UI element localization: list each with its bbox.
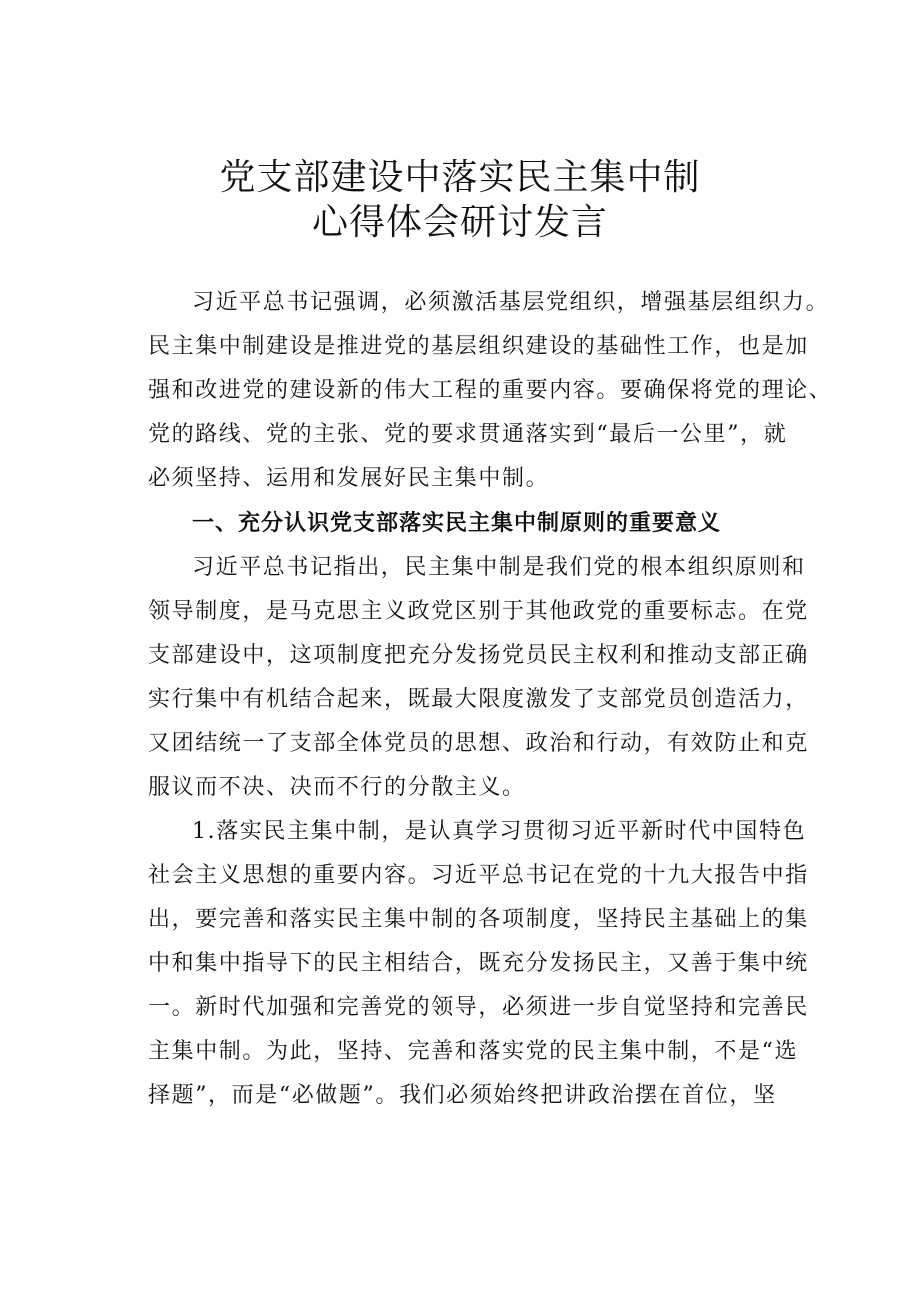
paragraph-line: 服议而不决、决而不行的分散主义。: [148, 775, 526, 800]
paragraph-intro: [148, 281, 833, 501]
paragraph-line: 民主集中制建设是推进党的基层组织建设的基础性工作，也是加: [148, 334, 809, 359]
paragraph-line: 又团结统一了支部全体党员的思想、政治和行动，有效防止和克: [148, 731, 809, 756]
document-title-line-1: 党支部建设中落实民主集中制: [219, 157, 701, 198]
paragraph-line: 实行集中有机结合起来，既最大限度激发了支部党员创造活力，: [148, 687, 809, 712]
section-heading-text: 一、充分认识党支部落实民主集中制原则的重要意义: [192, 511, 722, 536]
paragraph-line: 习近平总书记指出，民主集中制是我们党的根本组织原则和: [192, 555, 806, 580]
document-title-line-2: 心得体会研讨发言: [311, 202, 608, 243]
paragraph-line: 习近平总书记强调，必须激活基层党组织，增强基层组织力。: [192, 290, 830, 315]
paragraph-line: 择题”，而是“必做题”。我们必须始终把讲政治摆在首位，坚: [148, 1083, 777, 1108]
paragraph-line: 支部建设中，这项制度把充分发扬党员民主权利和推动支部正确: [148, 643, 809, 668]
paragraph-line: 出，要完善和落实民主集中制的各项制度，坚持民主基础上的集: [148, 907, 809, 932]
paragraph-point-1: [148, 810, 808, 1118]
paragraph-line: 领导制度，是马克思主义政党区别于其他政党的重要标志。在党: [148, 599, 809, 624]
paragraph-line: 一。新时代加强和完善党的领导，必须进一步自觉坚持和完善民: [148, 995, 809, 1020]
paragraph-line: 强和改进党的建设新的伟大工程的重要内容。要确保将党的理论、: [148, 378, 833, 403]
paragraph-line: 党的路线、党的主张、党的要求贯通落实到“最后一公里”，就: [148, 422, 788, 447]
paragraph-line: 中和集中指导下的民主相结合，既充分发扬民主，又善于集中统: [148, 951, 809, 976]
section-heading: [148, 502, 808, 546]
paragraph-line: 主集中制。为此，坚持、完善和落实党的民主集中制，不是“选: [148, 1039, 799, 1064]
paragraph-line: 社会主义思想的重要内容。习近平总书记在党的十九大报告中指: [148, 863, 809, 888]
paragraph-significance: [148, 546, 808, 810]
paragraph-line: 必须坚持、运用和发展好民主集中制。: [148, 466, 550, 491]
paragraph-line: 1.落实民主集中制，是认真学习贯彻习近平新时代中国特色: [192, 819, 807, 844]
